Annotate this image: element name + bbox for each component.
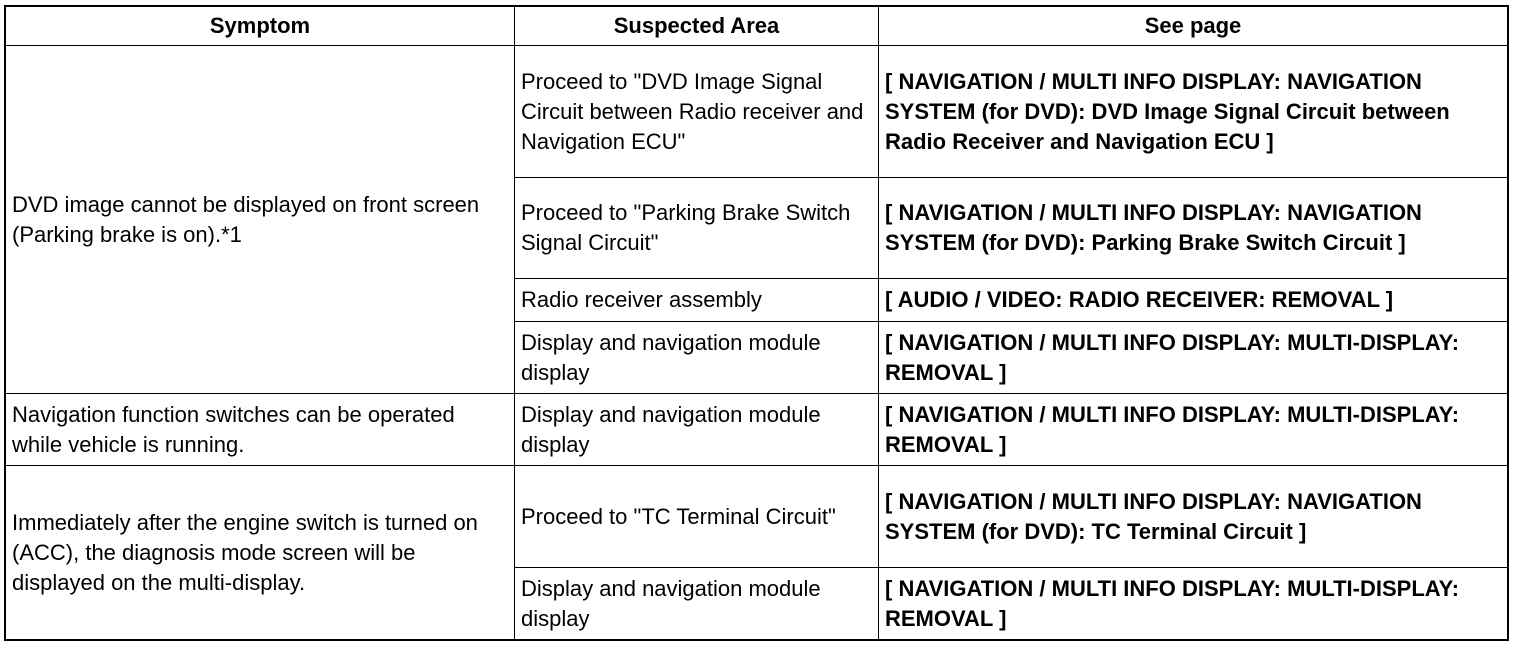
troubleshooting-table xyxy=(5,6,1508,640)
see-page-cell: [ NAVIGATION / MULTI INFO DISPLAY: NAVIGATION SYSTEM (for DVD): TC Terminal Circuit ] xyxy=(879,466,1508,568)
header-row xyxy=(6,7,1508,46)
see-page-cell: [ NAVIGATION / MULTI INFO DISPLAY: NAVIGATION SYSTEM (for DVD): Parking Brake Switch Circuit ] xyxy=(879,178,1508,279)
suspected-area-cell: Display and navigation module display xyxy=(515,568,879,640)
header-suspected-area: Suspected Area xyxy=(515,7,879,46)
see-page-cell: [ NAVIGATION / MULTI INFO DISPLAY: MULTI-DISPLAY: REMOVAL ] xyxy=(879,322,1508,394)
symptom-cell: DVD image cannot be displayed on front screen (Parking brake is on).*1 xyxy=(6,46,515,394)
header-see-page: See page xyxy=(879,7,1508,46)
suspected-area-cell: Proceed to "Parking Brake Switch Signal Circuit" xyxy=(515,178,879,279)
table-row xyxy=(6,466,1508,568)
table-row xyxy=(6,394,1508,466)
see-page-cell: [ NAVIGATION / MULTI INFO DISPLAY: NAVIGATION SYSTEM (for DVD): DVD Image Signal Circuit between Radio Receiver and Navigation ECU ] xyxy=(879,46,1508,178)
symptom-cell: Immediately after the engine switch is turned on (ACC), the diagnosis mode screen will be displayed on the multi-display. xyxy=(6,466,515,640)
table-row xyxy=(6,46,1508,178)
symptom-cell: Navigation function switches can be operated while vehicle is running. xyxy=(6,394,515,466)
suspected-area-cell: Proceed to "DVD Image Signal Circuit between Radio receiver and Navigation ECU" xyxy=(515,46,879,178)
see-page-cell: [ AUDIO / VIDEO: RADIO RECEIVER: REMOVAL ] xyxy=(879,279,1508,322)
see-page-cell: [ NAVIGATION / MULTI INFO DISPLAY: MULTI-DISPLAY: REMOVAL ] xyxy=(879,394,1508,466)
suspected-area-cell: Radio receiver assembly xyxy=(515,279,879,322)
see-page-cell: [ NAVIGATION / MULTI INFO DISPLAY: MULTI-DISPLAY: REMOVAL ] xyxy=(879,568,1508,640)
suspected-area-cell: Proceed to "TC Terminal Circuit" xyxy=(515,466,879,568)
suspected-area-cell: Display and navigation module display xyxy=(515,394,879,466)
header-symptom: Symptom xyxy=(6,7,515,46)
suspected-area-cell: Display and navigation module display xyxy=(515,322,879,394)
